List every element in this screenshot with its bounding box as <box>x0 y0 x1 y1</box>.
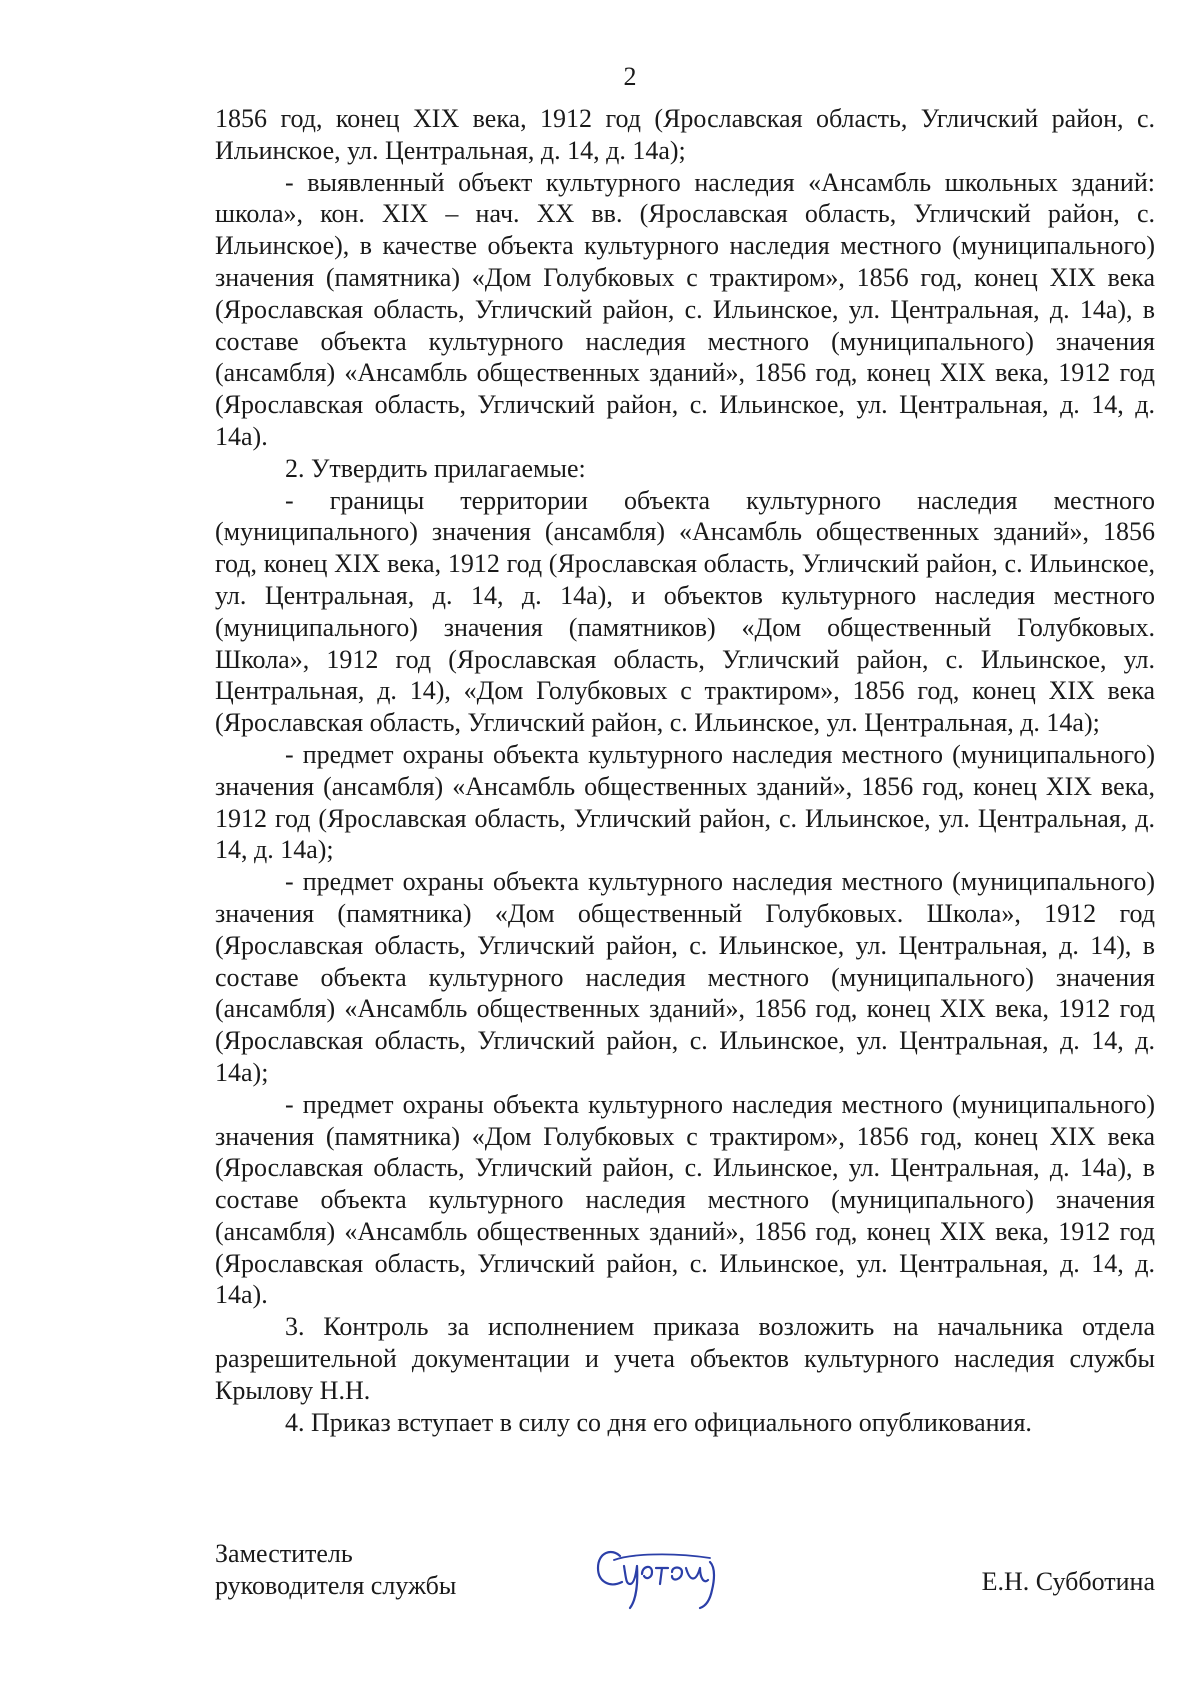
paragraph-clause-1-item: - выявленный объект культурного наследия «Ансамбль школьных зданий: школа», кон. XIX – нач. XX вв. (Ярославская область, Угличский район, с. Ильинское), в качестве объекта культурного наследия местного (муниципального) значения (памятника) «Дом Голубковых с трактиром», 1856 год, конец XIX века (Ярославская область, Угличский район, с. Ильинское, ул. Центральная, д. 14а), в составе объекта культурного наследия местного (муниципального) значения (ансамбля) «Ансамбль общественных зданий», 1856 год, конец XIX века, 1912 год (Ярославская область, Угличский район, с. Ильинское, ул. Центральная, д. 14, д. 14а). <box>215 167 1155 451</box>
paragraph-continuation: 1856 год, конец XIX века, 1912 год (Ярославская область, Угличский район, с. Ильинское, ул. Центральная, д. 14, д. 14а); <box>215 104 1155 165</box>
signatory-position-line-2: руководителя службы <box>215 1571 457 1600</box>
signatory-position <box>215 1538 456 1602</box>
signatory-name: Е.Н. Субботина <box>981 1567 1155 1596</box>
paragraph-clause-2: 2. Утвердить прилагаемые: <box>285 453 586 483</box>
paragraph-clause-2-protection-school: - предмет охраны объекта культурного наследия местного (муниципального) значения (памятника) «Дом общественный Голубковых. Школа», 1912 год (Ярославская область, Угличский район, с. Ильинское, ул. Центральная, д. 14), в составе объекта культурного наследия местного (муниципального) значения (ансамбля) «Ансамбль общественных зданий», 1856 год, конец XIX века, 1912 год (Ярославская область, Угличский район, с. Ильинское, ул. Центральная, д. 14, д. 14а); <box>215 867 1155 1087</box>
paragraph-clause-2-protection-house: - предмет охраны объекта культурного наследия местного (муниципального) значения (памятника) «Дом Голубковых с трактиром», 1856 год, конец XIX века (Ярославская область, Угличский район, с. Ильинское, ул. Центральная, д. 14а), в составе объекта культурного наследия местного (муниципального) значения (ансамбля) «Ансамбль общественных зданий», 1856 год, конец XIX века, 1912 год (Ярославская область, Угличский район, с. Ильинское, ул. Центральная, д. 14, д. 14а). <box>215 1089 1155 1310</box>
paragraph-clause-2-protection-ensemble: - предмет охраны объекта культурного наследия местного (муниципального) значения (ансамбля) «Ансамбль общественных зданий», 1856 год, конец XIX века, 1912 год (Ярославская область, Угличский район, с. Ильинское, ул. Центральная, д. 14, д. 14а); <box>215 739 1155 865</box>
paragraph-clause-3: 3. Контроль за исполнением приказа возложить на начальника отдела разрешительной документации и учета объектов культурного наследия службы Крылову Н.Н. <box>215 1312 1155 1405</box>
paragraph-clause-2-territory: - границы территории объекта культурного наследия местного (муниципального) значения (ансамбля) «Ансамбль общественных зданий», 1856 год, конец XIX века, 1912 год (Ярославская область, Угличский район, с. Ильинское, ул. Центральная, д. 14, д. 14а), и объектов культурного наследия местного (муниципального) значения (памятников) «Дом общественный Голубковых. Школа», 1912 год (Ярославская область, Угличский район, с. Ильинское, ул. Центральная, д. 14), «Дом Голубковых с трактиром», 1856 год, конец XIX века (Ярославская область, Угличский район, с. Ильинское, ул. Центральная, д. 14а); <box>215 485 1155 738</box>
paragraph-clause-4: 4. Приказ вступает в силу со дня его официального опубликования. <box>285 1407 1032 1437</box>
document-body <box>215 103 1155 1438</box>
handwritten-signature <box>590 1538 740 1613</box>
page-number: 2 <box>623 62 637 91</box>
signatory-position-line-1: Заместитель <box>215 1539 353 1568</box>
signature-block <box>215 1538 1155 1618</box>
